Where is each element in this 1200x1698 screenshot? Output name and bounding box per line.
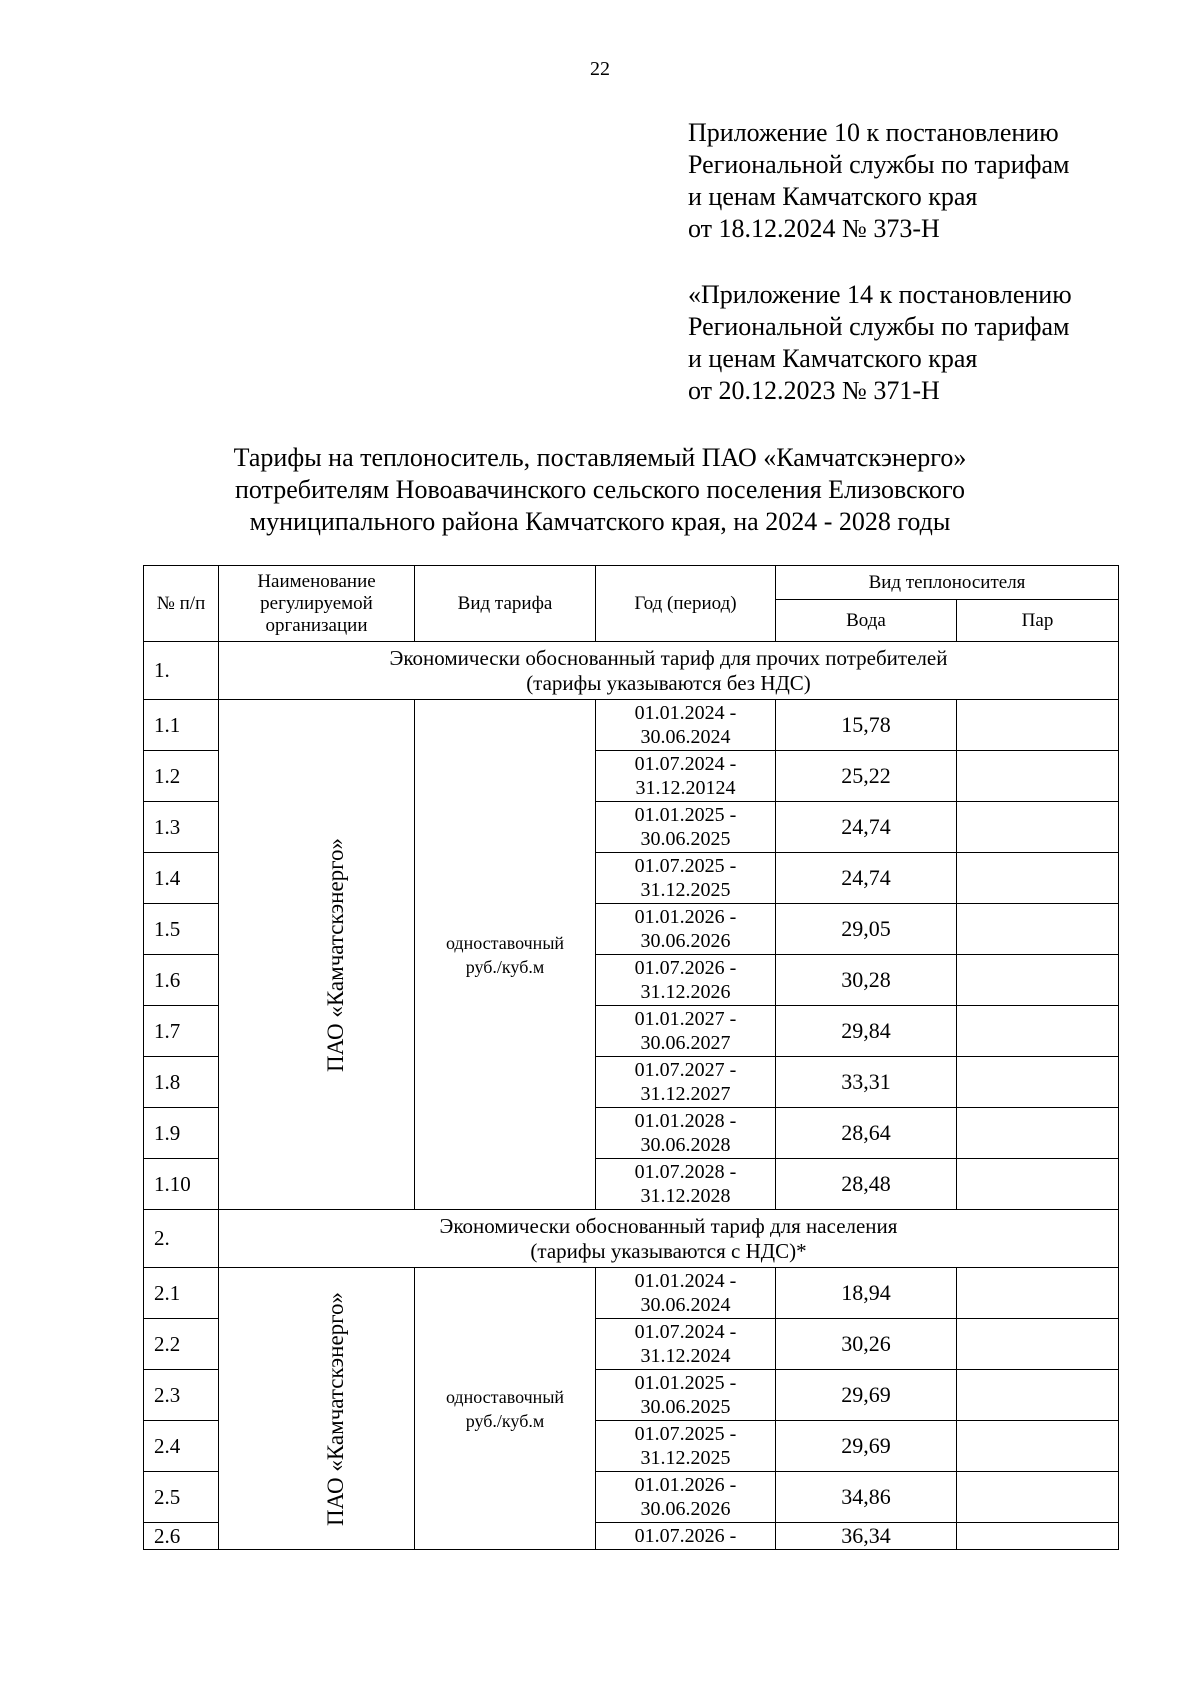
header-org-line: Наименование [257, 570, 376, 592]
water-price: 29,84 [776, 1006, 957, 1057]
section-title-line: (тарифы указываются с НДС)* [530, 1238, 807, 1263]
tariff-table-body [144, 642, 1119, 1550]
appendix-line: Региональной службы по тарифам [688, 312, 1070, 341]
steam-price [957, 1006, 1119, 1057]
period-from: 01.01.2024 - [634, 702, 737, 724]
section-title-line: (тарифы указываются без НДС) [526, 670, 811, 695]
period-cell [596, 802, 776, 853]
water-price: 28,64 [776, 1108, 957, 1159]
water-price: 24,74 [776, 802, 957, 853]
row-number: 1.10 [144, 1159, 219, 1210]
title-line: Тарифы на теплоноситель, поставляемый ПАО «Камчатскэнерго» [233, 443, 967, 472]
period-from: 01.01.2025 - [634, 1372, 737, 1394]
period-to: 30.06.2024 [640, 726, 731, 748]
period-from: 01.01.2027 - [634, 1008, 737, 1030]
period-cell [596, 700, 776, 751]
document-title [0, 442, 1200, 538]
header-steam: Пар [957, 600, 1119, 642]
period-from: 01.01.2028 - [634, 1110, 737, 1132]
period-from: 01.07.2028 - [634, 1161, 737, 1183]
period-from: 01.07.2024 - [634, 1321, 737, 1343]
section-number: 2. [144, 1210, 219, 1268]
organization-cell [219, 1268, 415, 1550]
period-cell [596, 1006, 776, 1057]
table-row [144, 1268, 1119, 1319]
row-number: 2.3 [144, 1370, 219, 1421]
section-title [219, 1210, 1119, 1268]
steam-price [957, 1268, 1119, 1319]
title-line: потребителям Новоавачинского сельского поселения Елизовского [234, 475, 966, 504]
water-price: 18,94 [776, 1268, 957, 1319]
table-row [144, 700, 1119, 751]
period-cell [596, 1108, 776, 1159]
row-number: 2.6 [144, 1523, 219, 1550]
steam-price [957, 955, 1119, 1006]
tariff-kind-cell [415, 1268, 596, 1550]
period-cell [596, 1319, 776, 1370]
period-to: 31.12.2027 [640, 1083, 731, 1105]
period-cell [596, 1523, 776, 1550]
appendix-previous [688, 279, 1072, 407]
period-to: 30.06.2026 [640, 930, 731, 952]
period-from: 01.07.2026 - [634, 1525, 737, 1547]
period-to: 30.06.2025 [640, 1396, 731, 1418]
section-title-line: Экономически обоснованный тариф для прочих потребителей [389, 645, 948, 670]
appendix-line: и ценам Камчатского края [688, 344, 978, 373]
row-number: 2.2 [144, 1319, 219, 1370]
row-number: 1.2 [144, 751, 219, 802]
period-cell [596, 955, 776, 1006]
period-from: 01.07.2027 - [634, 1059, 737, 1081]
period-to: 31.12.2025 [640, 1447, 731, 1469]
steam-price [957, 1421, 1119, 1472]
header-carrier: Вид теплоносителя [776, 566, 1119, 600]
row-number: 1.7 [144, 1006, 219, 1057]
period-cell [596, 1472, 776, 1523]
period-from: 01.07.2025 - [634, 1423, 737, 1445]
water-price: 29,05 [776, 904, 957, 955]
organization-name: ПАО «Камчатскэнерго» [323, 1291, 349, 1526]
period-cell [596, 1268, 776, 1319]
period-from: 01.07.2025 - [634, 855, 737, 877]
appendix-line: Региональной службы по тарифам [688, 150, 1070, 179]
period-to: 31.12.2026 [640, 981, 731, 1003]
appendix-line: Приложение 10 к постановлению [688, 118, 1059, 147]
period-to: 31.12.2025 [640, 879, 731, 901]
period-to: 31.12.20124 [635, 777, 736, 799]
page-number: 22 [590, 58, 610, 80]
water-price: 34,86 [776, 1472, 957, 1523]
header-organization [219, 566, 415, 642]
period-from: 01.01.2026 - [634, 1474, 737, 1496]
row-number: 2.4 [144, 1421, 219, 1472]
period-cell [596, 1057, 776, 1108]
steam-price [957, 700, 1119, 751]
header-org-line: организации [265, 614, 368, 636]
section-row [144, 1210, 1119, 1268]
water-price: 29,69 [776, 1370, 957, 1421]
period-cell [596, 751, 776, 802]
period-to: 30.06.2027 [640, 1032, 731, 1054]
row-number: 1.6 [144, 955, 219, 1006]
title-line: муниципального района Камчатского края, на 2024 - 2028 годы [249, 507, 951, 536]
water-price: 15,78 [776, 700, 957, 751]
section-row [144, 642, 1119, 700]
steam-price [957, 802, 1119, 853]
steam-price [957, 1472, 1119, 1523]
period-to: 30.06.2024 [640, 1294, 731, 1316]
tariff-kind-line: одноставочный [445, 1386, 565, 1407]
steam-price [957, 1523, 1119, 1550]
section-number: 1. [144, 642, 219, 700]
row-number: 1.8 [144, 1057, 219, 1108]
water-price: 28,48 [776, 1159, 957, 1210]
period-to: 31.12.2028 [640, 1185, 731, 1207]
row-number: 1.9 [144, 1108, 219, 1159]
row-number: 1.4 [144, 853, 219, 904]
period-to: 31.12.2024 [640, 1345, 731, 1367]
row-number: 1.5 [144, 904, 219, 955]
tariff-kind-line: руб./куб.м [465, 1410, 545, 1431]
period-from: 01.01.2026 - [634, 906, 737, 928]
period-cell [596, 1370, 776, 1421]
period-cell [596, 904, 776, 955]
water-price: 29,69 [776, 1421, 957, 1472]
period-from: 01.01.2024 - [634, 1270, 737, 1292]
appendix-line: «Приложение 14 к постановлению [688, 280, 1072, 309]
period-from: 01.07.2026 - [634, 957, 737, 979]
appendix-line: от 20.12.2023 № 371-Н [688, 376, 940, 405]
period-cell [596, 1421, 776, 1472]
row-number: 2.5 [144, 1472, 219, 1523]
steam-price [957, 1319, 1119, 1370]
period-from: 01.07.2024 - [634, 753, 737, 775]
steam-price [957, 1370, 1119, 1421]
tariff-kind-cell [415, 700, 596, 1210]
header-tariff-type: Вид тарифа [415, 566, 596, 642]
appendix-current [688, 117, 1069, 245]
water-price: 30,28 [776, 955, 957, 1006]
water-price: 25,22 [776, 751, 957, 802]
section-title [219, 642, 1119, 700]
header-water: Вода [776, 600, 957, 642]
header-period: Год (период) [596, 566, 776, 642]
period-to: 30.06.2025 [640, 828, 731, 850]
tariff-kind-line: одноставочный [445, 932, 565, 953]
steam-price [957, 1159, 1119, 1210]
period-to: 30.06.2026 [640, 1498, 731, 1520]
row-number: 1.3 [144, 802, 219, 853]
period-cell [596, 853, 776, 904]
tariff-kind-line: руб./куб.м [465, 956, 545, 977]
steam-price [957, 904, 1119, 955]
water-price: 33,31 [776, 1057, 957, 1108]
steam-price [957, 751, 1119, 802]
period-cell [596, 1159, 776, 1210]
steam-price [957, 1108, 1119, 1159]
header-org-line: регулируемой [260, 592, 373, 614]
organization-cell [219, 700, 415, 1210]
header-num: № п/п [144, 566, 219, 642]
steam-price [957, 1057, 1119, 1108]
row-number: 1.1 [144, 700, 219, 751]
water-price: 36,34 [776, 1523, 957, 1550]
water-price: 24,74 [776, 853, 957, 904]
period-to: 30.06.2028 [640, 1134, 731, 1156]
steam-price [957, 853, 1119, 904]
organization-name: ПАО «Камчатскэнерго» [323, 837, 349, 1072]
water-price: 30,26 [776, 1319, 957, 1370]
appendix-line: от 18.12.2024 № 373-Н [688, 214, 940, 243]
row-number: 2.1 [144, 1268, 219, 1319]
period-from: 01.01.2025 - [634, 804, 737, 826]
appendix-line: и ценам Камчатского края [688, 182, 978, 211]
section-title-line: Экономически обоснованный тариф для населения [439, 1213, 898, 1238]
tariff-table [143, 565, 1119, 1550]
